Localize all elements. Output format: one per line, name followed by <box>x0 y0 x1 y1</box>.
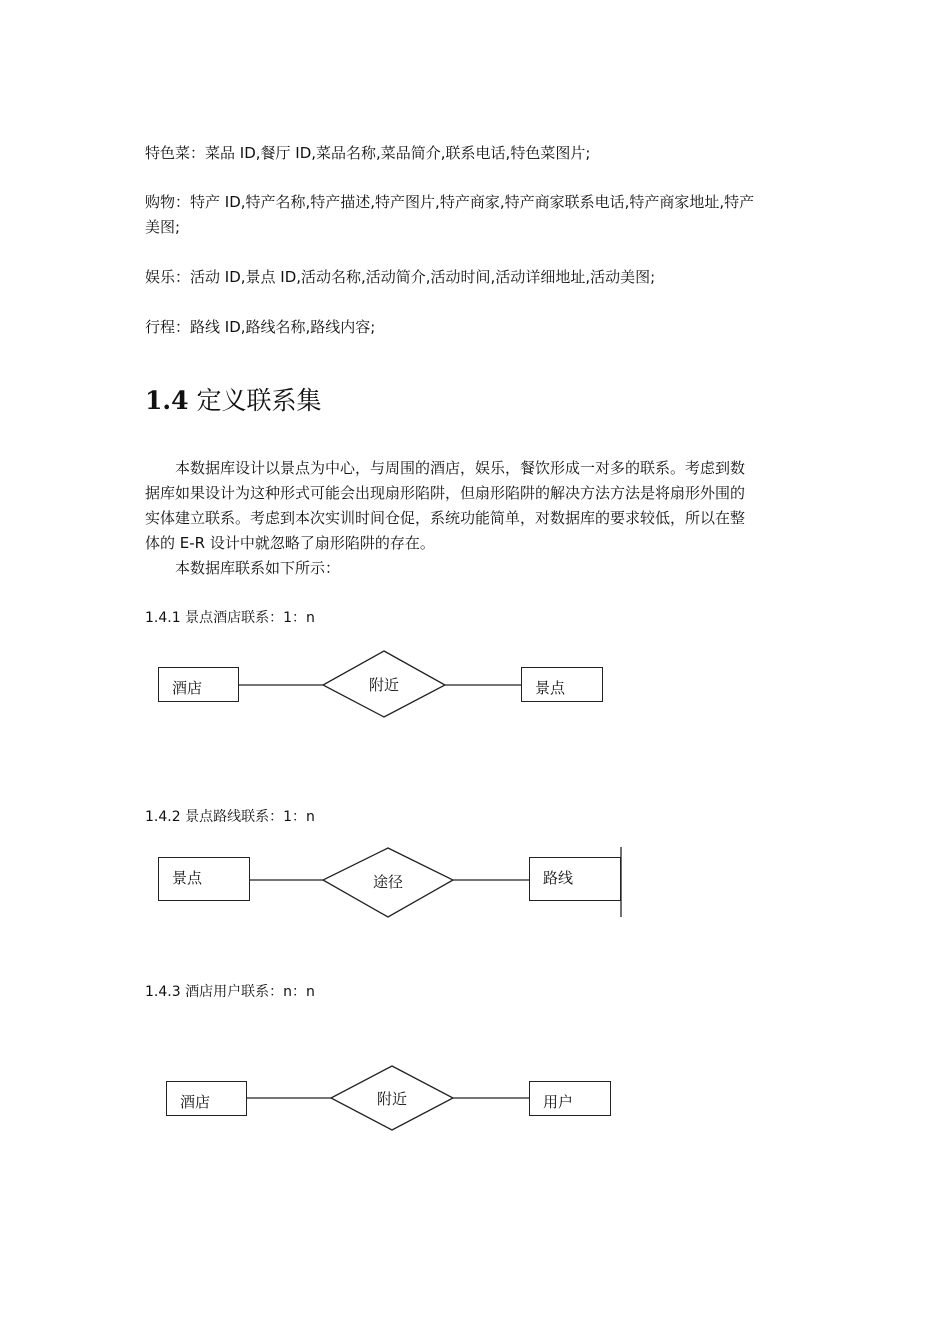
relation-1-diagram <box>0 650 950 725</box>
attr-line-shopping: 购物：特产 ID,特产名称,特产描述,特产图片,特产商家,特产商家联系电话,特产商家地址,特产 <box>145 193 755 211</box>
paragraph-line-1: 本数据库设计以景点为中心，与周围的酒店，娱乐，餐饮形成一对多的联系。考虑到数 <box>175 459 746 477</box>
relation-1-heading: 1.4.1 景点酒店联系：1：n <box>145 610 315 626</box>
section-heading <box>145 384 321 418</box>
relation-2-diagram <box>0 845 950 920</box>
relation-3-diagram <box>0 1063 950 1135</box>
paragraph-line-2: 据库如果设计为这种形式可能会出现扇形陷阱，但扇形陷阱的解决方法方法是将扇形外围的 <box>145 484 746 502</box>
relation-2-right-entity <box>529 857 621 901</box>
relation-1-left-entity-label: 酒店 <box>172 679 203 697</box>
relation-2-left-entity <box>158 857 250 901</box>
attr-line-dishes: 特色菜：菜品 ID,餐厅 ID,菜品名称,菜品简介,联系电话,特色菜图片; <box>145 144 591 162</box>
relation-3-left-entity <box>166 1081 247 1116</box>
attr-line-shopping-cont: 美图; <box>145 218 181 236</box>
paragraph-line-3: 实体建立联系。考虑到本次实训时间仓促，系统功能简单，对数据库的要求较低，所以在整 <box>145 509 746 527</box>
relation-3-left-entity-label: 酒店 <box>180 1093 211 1111</box>
relation-2-right-entity-label: 路线 <box>543 869 574 887</box>
relation-3-right-entity-label: 用户 <box>543 1093 574 1111</box>
relation-2-heading: 1.4.2 景点路线联系：1：n <box>145 809 315 825</box>
section-title: 定义联系集 <box>196 386 322 415</box>
relation-1-right-entity-label: 景点 <box>535 679 566 697</box>
attr-line-entertainment: 娱乐：活动 ID,景点 ID,活动名称,活动简介,活动时间,活动详细地址,活动美图; <box>145 268 656 286</box>
relation-3-heading: 1.4.3 酒店用户联系：n：n <box>145 984 315 1000</box>
attr-line-itinerary: 行程：路线 ID,路线名称,路线内容; <box>145 318 376 336</box>
relation-3-right-entity <box>529 1081 611 1116</box>
paragraph-line-4: 体的 E-R 设计中就忽略了扇形陷阱的存在。 <box>145 534 435 552</box>
relation-2-relationship-label: 途径 <box>372 873 403 891</box>
relation-1-right-entity <box>521 667 603 702</box>
section-number: 1.4 <box>145 386 189 415</box>
paragraph-line-5: 本数据库联系如下所示： <box>175 559 341 577</box>
relation-3-relationship-label: 附近 <box>376 1090 407 1108</box>
relation-1-relationship-label: 附近 <box>368 676 399 694</box>
relation-2-left-entity-label: 景点 <box>172 869 203 887</box>
relation-1-left-entity <box>158 667 239 702</box>
